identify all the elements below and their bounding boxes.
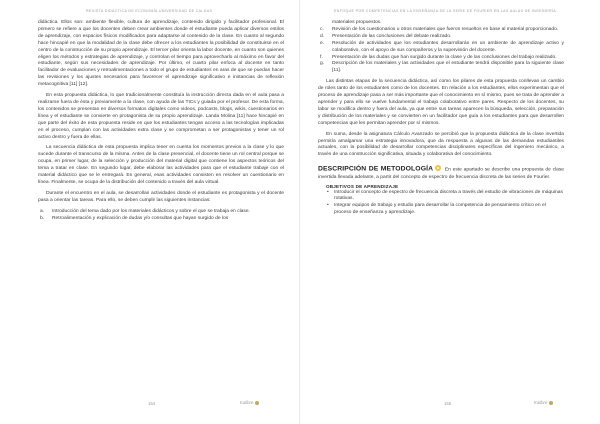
list-marker: d. [320, 33, 325, 39]
list-item [318, 41, 564, 55]
section-title: DESCRIPCIÓN DE METODOLOGÍA [318, 165, 434, 173]
list-marker: b. [40, 215, 45, 221]
right-page [300, 0, 600, 424]
section-text: En este apartado se describe una propuesta de clase invertida llevada adelante, a partir del concepto de espectro de frecuencia discreta de las series de Fourier. [318, 167, 565, 180]
gear-icon [435, 165, 441, 171]
list-marker: e. [320, 40, 325, 46]
brand-mark [240, 400, 259, 405]
paragraph: La secuencia didáctica de esta propuesta implica tener en cuenta los momentos previos a la clase y lo que sucede durante el transcurso de la misma. Antes de la clase presencial, el docente tiene un rol central porque se ocupa, en primer lugar, de la selección y producción del material digital que contiene los aspectos teóricos del tema a tratar en clase. En segundo lugar, debe elaborar las actividades para que el estudiante trabaje con el material didáctico que se le entregará. En general, esas actividades consisten en resolver un cuestionario en línea. Finalmente, se ocupa de la distribución del contenido a través del aula virtual. [38, 145, 284, 185]
list-text: Presentación de las dudas que han surgido durante la clase y de las conclusiones del trabajo realizado. [332, 54, 557, 60]
brand-name: Kalibre [240, 400, 254, 405]
subheading: OBJETIVOS DE APRENDIZAJE [326, 183, 399, 189]
list-text: Descripción de los materiales y las actividades que el estudiante tendrá disponible para la siguiente clase [11]. [332, 61, 564, 74]
instance-list-continued [318, 20, 564, 75]
paragraph: En esta propuesta didáctica, lo que tradicionalmente constituía la instrucción directa dada en el aula pasa a realizarse fuera de ésta y previamente a la clase, con ayuda de las TICs y guiada por el profesor. De esta forma, los contenidos se presentan en diversos formatos digitales como videos, podcasts, blogs, wikis, cuestionarios en línea y el estudiante se convierte en protagonista de su propio aprendizaje. Landa Molina [11] hace hincapié en que parte del éxito de esta propuesta reside en que los estudiantes tengan acceso a las tecnologías implicadas en el proceso, cumplan con las actividades extra clase y se comprometan a ser protagonistas y tener un rol activo dentro y fuera de ellas. [38, 93, 284, 140]
paragraph: En suma, desde la asignatura Cálculo Avanzado se percibió que la propuesta didáctica de la clase invertida permitía amalgamar una estrategia innovadora, que da respuesta a algunas de las demandas estudiantiles actuales, con la posibilidad de desarrollar competencias disciplinares específicas del ingeniero mecánico, a través de una construcción significativa, situada y colaborativa del conocimiento. [318, 131, 564, 158]
objectives-list [318, 190, 564, 218]
list-item: • Integrar equipos de trabajo y estudio para desarrollar la competencia de pensamiento crítico en el proceso de enseñanza y aprendizaje. [318, 203, 564, 217]
brand-name: Kalibre [534, 400, 548, 405]
list-text: Resolución de actividades que los estudiantes desarrollarán en un ambiente de aprendizaje activo y colaborativo, con el apoyo de sus compañeros y la supervisión del docente. [332, 40, 564, 53]
page-number: 154 [148, 401, 156, 406]
list-item [318, 27, 564, 34]
list-marker: a. [40, 208, 45, 214]
list-text: materiales propuestos. [332, 20, 382, 25]
list-item [318, 61, 564, 75]
list-item [38, 209, 284, 216]
brand-logo-icon [549, 401, 553, 405]
brand-logo-icon [255, 401, 259, 405]
list-text: Retroalimentación y explicación de dudas y/o consultas que hayan surgido de los [52, 215, 229, 221]
list-text: Presentación de las conclusiones del debate realizado. [332, 33, 452, 39]
paragraph: Las distintas etapas de la secuencia didáctica, así como los pilares de esta propuesta conllevan un cambio de roles tanto de los estudiantes como de los docentes. En relación a los estudiantes, ellos experimentan que el proceso de aprendizaje pasa a ser más importante que el conocimiento en sí mismo, pues se trata de aprender a aprender y para ello se vuelve fundamental el trabajo colaborativo entre pares. Respecto de los docentes, su labor se modifica dentro y fuera del aula, ya que entre sus tareas aparecen la búsqueda, selección, preparación y distribución de los materiales y se convierten en un facilitador que guía a los estudiantes para que desarrollen competencias que les permitan aprender por sí mismos. [318, 79, 564, 126]
list-marker: f. [320, 54, 323, 60]
paragraph: didáctica. Ellos son: ambiente flexible, cultura de aprendizaje, contenido dirigido y facilitador profesional. El primero se refiere a que los docentes deben crear ambientes donde el estudiante pueda aplicar diversos estilos de aprendizaje, con espacios físicos modificados para adaptarse al contenido de la clase. En cuanto al segundo hace hincapié en que la modalidad de la clase debe ofrecer a los estudiantes la posibilidad de constituirse en el centro de la construcción de su propio aprendizaje. El tercer pilar orienta la labor docente, en cuanto son quienes eligen los métodos y estrategias de aprendizaje, y controlan el tiempo para aprovecharlo al máximo en favor del estudiante, según sus necesidades de aprendizaje. Por último, el cuarto pilar enfoca al docente en tanto facilitador de evaluaciones y retroalimentaciones a todo el grupo de estudiantes en aras de que se puedan hacer las revisiones y los ajustes necesarios para favorecer el aprendizaje significativo e instancias de reflexión metacognitiva [11] [12]. [38, 20, 284, 88]
list-marker: g. [320, 61, 325, 67]
running-header: ENFOQUE POR COMPETENCIAS EN LA ENSEÑANZA DE LA SERIE DE FOURIER EN LAS AULAS DE INGENIERÍA [334, 9, 557, 13]
methodology-section [318, 165, 564, 181]
list-item [318, 34, 564, 41]
list-item [38, 216, 284, 223]
instance-list [38, 209, 284, 223]
paragraph: Durante el encuentro en el aula, se desarrollan actividades donde el estudiante es protagonista y el docente pasa a orientar las tareas. Para ello, se deben cumplir las siguientes instancias: [38, 190, 284, 203]
list-text: Introducción del tema dado por los materiales didácticos y sobre el que se trabaja en clase. [52, 208, 250, 214]
list-marker: c. [320, 26, 324, 32]
list-item [318, 20, 564, 27]
list-item: • Introducir el concepto de espectro de frecuencia discreta a través del estudio de vibraciones de máquinas rotativas. [318, 190, 564, 204]
running-header: REVISTA DIDÁCTICA DE ECONOMÍA UNIVERSIDAD DE CALDAS [86, 9, 213, 13]
brand-mark [534, 400, 553, 405]
list-text: Revisión de los cuestionarios u otros materiales que fueron resueltos en base al material proporcionado. [332, 26, 559, 32]
page-number: 155 [444, 401, 452, 406]
